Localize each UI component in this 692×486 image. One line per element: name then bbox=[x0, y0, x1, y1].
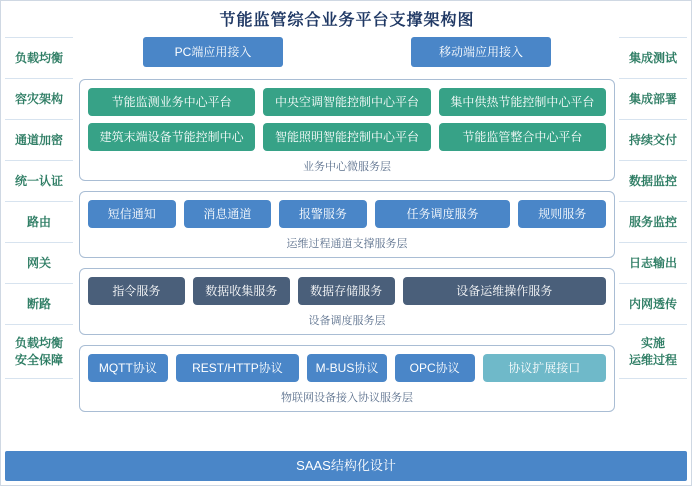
right-item-6[interactable]: 内网透传 bbox=[619, 284, 687, 325]
right-item-7-line1: 实施 bbox=[640, 336, 665, 350]
layer-business-center bbox=[79, 79, 615, 181]
layer-business-caption: 业务中心微服务层 bbox=[303, 161, 391, 173]
middle-stack bbox=[79, 37, 615, 422]
protocol-opc[interactable]: OPC协议 bbox=[395, 354, 475, 382]
left-item-4[interactable]: 路由 bbox=[5, 202, 73, 243]
left-item-1[interactable]: 容灾架构 bbox=[5, 79, 73, 120]
layer-protocol-row-1 bbox=[88, 354, 606, 382]
service-alarm[interactable]: 报警服务 bbox=[279, 200, 367, 228]
service-building-terminal-control[interactable]: 建筑末端设备节能控制中心 bbox=[88, 123, 255, 151]
service-device-ops[interactable]: 设备运维操作服务 bbox=[403, 277, 606, 305]
left-item-3[interactable]: 统一认证 bbox=[5, 161, 73, 202]
service-task-scheduling[interactable]: 任务调度服务 bbox=[375, 200, 511, 228]
layer-device-row-1 bbox=[88, 277, 606, 305]
service-rule-engine[interactable]: 规则服务 bbox=[518, 200, 606, 228]
right-item-0[interactable]: 集成测试 bbox=[619, 37, 687, 79]
layer-business-row-2 bbox=[88, 123, 606, 151]
left-item-5[interactable]: 网关 bbox=[5, 243, 73, 284]
footer-banner: SAAS结构化设计 bbox=[5, 451, 687, 481]
right-item-1[interactable]: 集成部署 bbox=[619, 79, 687, 120]
protocol-mbus[interactable]: M-BUS协议 bbox=[307, 354, 387, 382]
service-central-ac-control-platform[interactable]: 中央空调智能控制中心平台 bbox=[263, 88, 430, 116]
service-data-collection[interactable]: 数据收集服务 bbox=[193, 277, 290, 305]
service-energy-monitoring-platform[interactable]: 节能监测业务中心平台 bbox=[88, 88, 255, 116]
layer-business-row-1 bbox=[88, 88, 606, 116]
service-district-heating-platform[interactable]: 集中供热节能控制中心平台 bbox=[439, 88, 606, 116]
right-item-3[interactable]: 数据监控 bbox=[619, 161, 687, 202]
service-message-channel[interactable]: 消息通道 bbox=[184, 200, 272, 228]
service-energy-integration-platform[interactable]: 节能监管整合中心平台 bbox=[439, 123, 606, 151]
layer-device-caption: 设备调度服务层 bbox=[308, 315, 386, 327]
right-item-7[interactable] bbox=[619, 325, 687, 379]
layer-protocols bbox=[79, 345, 615, 412]
left-item-0[interactable]: 负载均衡 bbox=[5, 37, 73, 79]
entry-pc[interactable]: PC端应用接入 bbox=[143, 37, 283, 67]
layer-ops-caption: 运维过程通道支撑服务层 bbox=[286, 238, 408, 250]
right-item-5[interactable]: 日志输出 bbox=[619, 243, 687, 284]
protocol-mqtt[interactable]: MQTT协议 bbox=[88, 354, 168, 382]
right-capability-column bbox=[619, 37, 687, 379]
entry-mobile[interactable]: 移动端应用接入 bbox=[411, 37, 551, 67]
service-sms-notify[interactable]: 短信通知 bbox=[88, 200, 176, 228]
entry-row bbox=[79, 37, 615, 67]
protocol-rest-http[interactable]: REST/HTTP协议 bbox=[176, 354, 299, 382]
service-smart-lighting-control[interactable]: 智能照明智能控制中心平台 bbox=[263, 123, 430, 151]
left-item-7-line2: 安全保障 bbox=[14, 353, 63, 367]
left-item-6[interactable]: 断路 bbox=[5, 284, 73, 325]
layer-protocol-caption: 物联网设备接入协议服务层 bbox=[281, 392, 413, 404]
left-item-7[interactable] bbox=[5, 325, 73, 379]
layer-ops-row-1 bbox=[88, 200, 606, 228]
right-item-7-line2: 运维过程 bbox=[628, 353, 677, 367]
left-capability-column bbox=[5, 37, 73, 379]
layer-device-scheduling bbox=[79, 268, 615, 335]
page-title: 节能监管综合业务平台支撑架构图 bbox=[219, 12, 475, 29]
right-item-4[interactable]: 服务监控 bbox=[619, 202, 687, 243]
right-item-2[interactable]: 持续交付 bbox=[619, 120, 687, 161]
protocol-extension-interface[interactable]: 协议扩展接口 bbox=[483, 354, 606, 382]
service-command[interactable]: 指令服务 bbox=[88, 277, 185, 305]
left-item-7-line1: 负载均衡 bbox=[14, 336, 63, 350]
left-item-2[interactable]: 通道加密 bbox=[5, 120, 73, 161]
layer-ops-support bbox=[79, 191, 615, 258]
service-data-storage[interactable]: 数据存储服务 bbox=[298, 277, 395, 305]
